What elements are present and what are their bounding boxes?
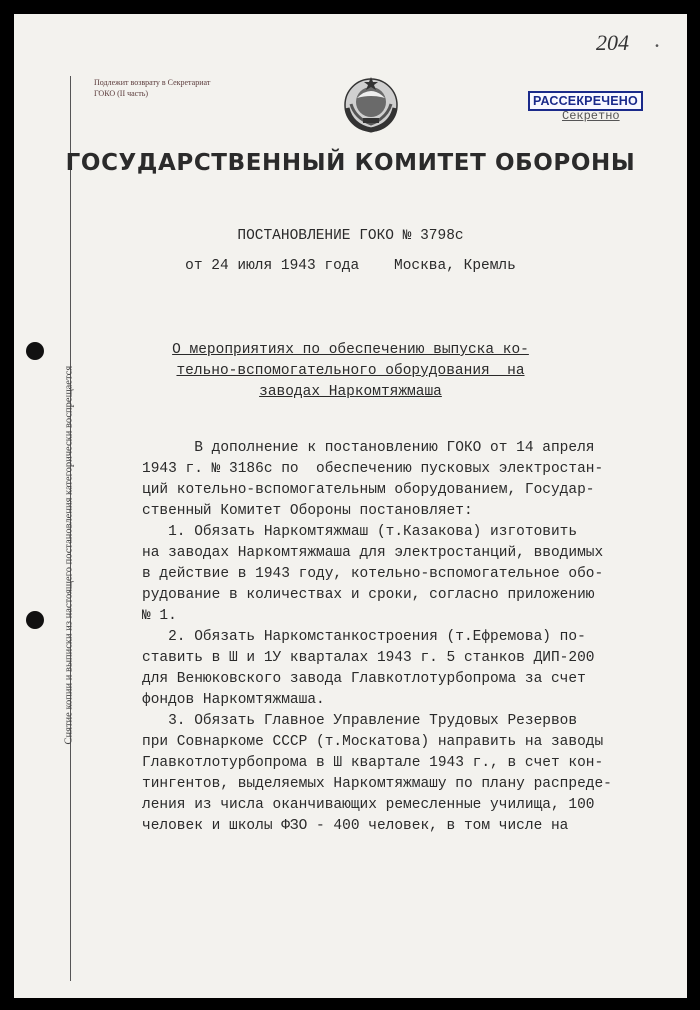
body-line: рудование в количествах и сроки, согласно приложению [142,587,595,603]
body-line: тингентов, выделяемых Наркомтяжмашу по плану распреде- [142,776,612,792]
decree-body [142,438,612,837]
body-line: ций котельно-вспомогательным оборудованием, Государ- [142,482,595,498]
body-line: В дополнение к постановлению ГОКО от 14 апреля [142,440,595,456]
body-line: человек и школы ФЗО - 400 человек, в том числе на [142,818,569,834]
page-number: 204 [596,30,629,55]
committee-title: ГОСУДАРСТВЕННЫЙ КОМИТЕТ ОБОРОНЫ [65,150,636,176]
body-line: ственный Комитет Обороны постановляет: [142,503,473,519]
body-line: 3. Обязать Главное Управление Трудовых Резервов [142,713,578,729]
body-line: 1943 г. № 3186с по обеспечению пусковых электростан- [142,461,604,477]
body-line: 2. Обязать Наркомстанкостроения (т.Ефремова) по- [142,629,586,645]
subject-line: тельно-вспомогательного оборудования на [176,363,525,379]
ussr-coat-of-arms-icon [341,74,401,134]
return-note: Подлежит возврату в Секретариат ГОКО (II часть) [94,78,211,98]
decree-date-line: от 24 июля 1943 года Москва, Кремль [185,258,516,274]
body-line: 1. Обязать Наркомтяжмаш (т.Казакова) изготовить [142,524,578,540]
body-line: № 1. [142,608,177,624]
document-page [14,14,687,998]
body-line: ставить в Ш и 1У кварталах 1943 г. 5 станков ДИП-200 [142,650,595,666]
body-line: для Венюковского завода Главкотлотурбопрома за счет [142,671,586,687]
body-line: фондов Наркомтяжмаша. [142,692,325,708]
copy-prohibition-note: Снятие копии и выписки из настоящего постановления категорически воспрещается [63,365,75,745]
secret-mark: Секретно [562,109,620,123]
punch-hole [26,611,44,629]
subject-line: заводах Наркомтяжмаша [259,384,442,400]
body-line: на заводах Наркомтяжмаша для электростанций, вводимых [142,545,604,561]
body-line: в действие в 1943 году, котельно-вспомогательное обо- [142,566,604,582]
mark-icon: • [654,42,661,53]
body-line: ления из числа оканчивающих ремесленные училища, 100 [142,797,595,813]
decree-title: ПОСТАНОВЛЕНИЕ ГОКО № 3798с [237,228,464,244]
body-line: при Совнаркоме СССР (т.Москатова) направить на заводы [142,734,604,750]
subject-line: О мероприятиях по обеспечению выпуска ко- [172,342,529,358]
body-line: Главкотлотурбопрома в Ш квартале 1943 г., в счет кон- [142,755,604,771]
declassified-stamp: РАССЕКРЕЧЕНО [528,91,643,111]
